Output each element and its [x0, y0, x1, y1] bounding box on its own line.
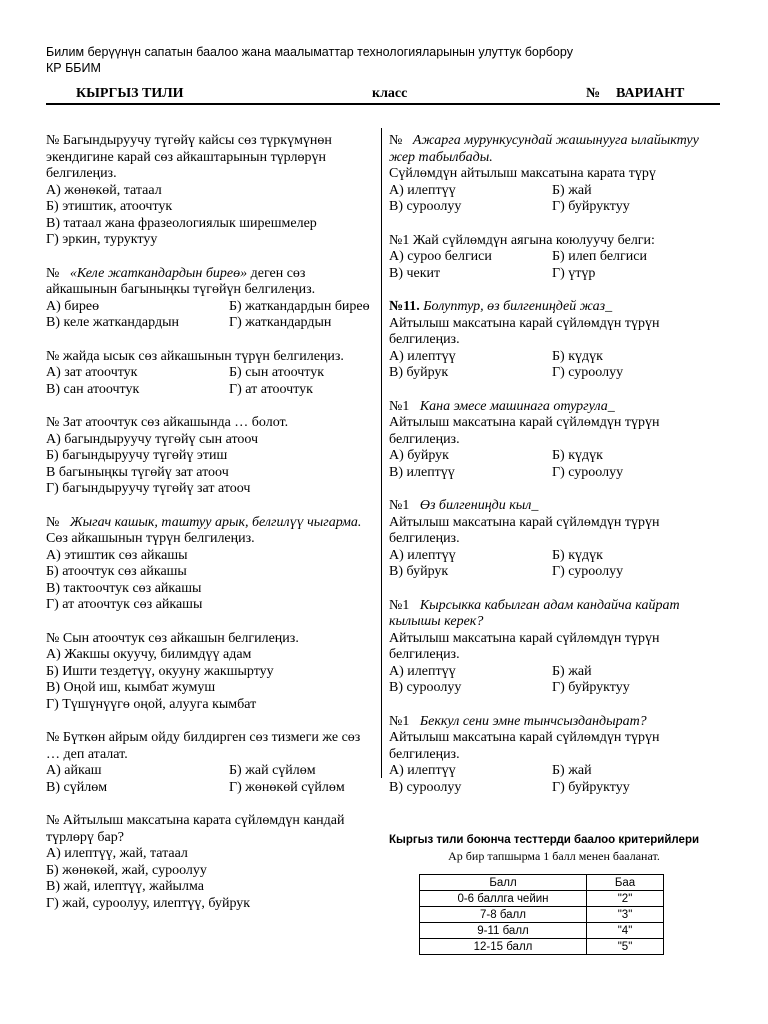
answer-option: В) буйрук: [389, 365, 449, 380]
answer-option: В) суроолуу: [389, 779, 462, 795]
score-range-cell: 0-6 баллга чейин: [420, 891, 587, 907]
question-number: №1: [389, 498, 420, 513]
answer-option: Б) этиштик, атоочтук: [46, 199, 173, 214]
answer-option: А) илептүү: [389, 547, 456, 563]
question-stem: [389, 399, 719, 416]
table-row: [420, 939, 664, 955]
answer-option: В) Оңой иш, кымбат жумуш: [46, 680, 216, 695]
question-stem: [389, 133, 719, 166]
answer-option: А) илептүү: [389, 348, 456, 364]
answer-option: Г) суроолуу: [552, 365, 624, 380]
question-stem: №1 Жай сүйлөмдүн аягына коюлуучу белги:: [389, 232, 655, 248]
question-number: №1: [389, 713, 420, 729]
table-header-row: [420, 875, 664, 891]
answer-option: В) тактоочтук сөз айкашы: [46, 580, 202, 596]
question-stem: [389, 714, 719, 731]
answer-option: Б) илеп белгиси: [552, 249, 647, 264]
question-prompt: Айтылыш максатына карай сүйлөмдүн түрүн белгилеңиз.: [389, 514, 660, 546]
answer-options: [46, 183, 364, 249]
question-number: №1: [389, 597, 420, 613]
question-number: №1: [389, 398, 420, 414]
answer-option: Г) ат атоочтук сөз айкашы: [46, 597, 203, 612]
answer-option: В) жай, илептүү, жайылма: [46, 879, 204, 894]
question-number: №: [46, 514, 70, 530]
answer-options: [46, 298, 370, 332]
question-text: Сөз айкашынын түрүн белгилеңиз.: [46, 531, 255, 546]
question-sentence: Кырсыкка кабылган адам кандайча кайрат кылышы керек?: [389, 597, 680, 629]
answer-options: [46, 548, 364, 614]
answer-option: Г) Түшүнүүгө оңой, алууга кымбат: [46, 696, 257, 712]
question-stem: [389, 598, 719, 631]
answer-option: В) татаал жана фразеологиялык ширешмелер: [46, 215, 317, 231]
column-divider: [381, 128, 382, 778]
question-prompt: Айтылыш максатына карай сүйлөмдүн түрүн белгилеңиз.: [389, 415, 660, 447]
answer-option: А) этиштик сөз айкашы: [46, 547, 188, 563]
answer-option: Б) күдүк: [552, 547, 603, 563]
score-range-cell: 12-15 балл: [420, 939, 587, 955]
answer-option: В) сан атоочтук: [46, 381, 140, 397]
answer-option: В) чекит: [389, 265, 441, 281]
answer-options: [389, 763, 719, 796]
answer-option: В) суроолуу: [389, 680, 462, 695]
score-range-cell: 9-11 балл: [420, 923, 587, 939]
answer-options: [46, 763, 364, 796]
answer-option: Б) Ишти тездетүү, окууну жакшыртуу: [46, 663, 274, 679]
question-stem: [389, 299, 719, 316]
answer-option: Б) жай: [552, 182, 592, 198]
question-sentence: Ажарга мурункусундай жашынууга ылайыктуу жер табылбады.: [389, 133, 699, 165]
left-question-column: [46, 133, 370, 912]
question-block: [46, 730, 364, 796]
column-header-score: Балл: [420, 875, 587, 891]
question-prompt: Айтылыш максатына карай сүйлөмдүн түрүн белгилеңиз.: [389, 630, 660, 662]
answer-options: [46, 365, 364, 398]
answer-option: Б) жай сүйлөм: [229, 763, 316, 778]
answer-option: Б) жай: [552, 763, 592, 778]
answer-option: Г) багындыруучу түгөйү зат атооч: [46, 481, 251, 496]
answer-option: А) илептүү: [389, 663, 456, 679]
question-prompt: Сүйлөмдүн айтылыш максатына карата түрү: [389, 166, 656, 181]
answer-option: В) суроолуу: [389, 199, 462, 214]
answer-option: А) суроо белгиси: [389, 249, 492, 264]
score-range-cell: 7-8 балл: [420, 907, 587, 923]
question-stem: [46, 515, 364, 548]
question-block: [389, 233, 719, 283]
table-row: [420, 923, 664, 939]
answer-option: В) келе жаткандардын: [46, 315, 179, 330]
question-block: [46, 813, 364, 912]
question-block: [389, 498, 719, 581]
answer-option: В) буйрук: [389, 564, 449, 579]
answer-option: Г) жаткандардын: [229, 315, 332, 330]
question-block: [46, 265, 370, 332]
question-block: [46, 631, 364, 714]
answer-option: Г) эркин, туруктуу: [46, 232, 158, 247]
class-label: класс: [372, 86, 408, 101]
organization-abbr: КР ББИМ: [46, 61, 101, 75]
question-sentence: Болуптур, өз билгениңдей жаз_: [419, 299, 613, 314]
answer-option: Б) жаткандардын биреө: [229, 298, 370, 314]
grade-cell: "2": [587, 891, 664, 907]
question-stem: № жайда ысык сөз айкашынын түрүн белгилеңиз.: [46, 348, 344, 364]
grade-cell: "3": [587, 907, 664, 923]
answer-option: Г) жөнөкөй сүйлөм: [229, 779, 345, 795]
answer-option: Б) күдүк: [552, 348, 603, 364]
answer-option: А) жөнөкөй, татаал: [46, 182, 162, 198]
question-stem: № Багындыруучу түгөйү кайсы сөз түркүмүнөн экендигине карай сөз айкаштарынын түрлөрүн белгилеңиз.: [46, 133, 332, 181]
answer-option: Г) үтүр: [552, 265, 596, 281]
grade-cell: "4": [587, 923, 664, 939]
answer-option: Б) багындыруучу түгөйү этиш: [46, 448, 228, 463]
question-sentence: Кана эмесе машинага отургула_: [419, 398, 615, 414]
answer-option: А) илептүү: [389, 182, 456, 198]
grade-cell: "5": [587, 939, 664, 955]
answer-option: А) илептүү: [389, 763, 456, 778]
answer-option: Г) буйруктуу: [552, 199, 630, 214]
question-number: №: [46, 265, 70, 281]
question-block: [389, 714, 719, 797]
question-stem: № Айтылыш максатына карата сүйлөмдүн кандай түрлөрү бар?: [46, 813, 345, 845]
table-row: [420, 907, 664, 923]
question-number: №: [389, 133, 413, 148]
answer-option: Г) ат атоочтук: [229, 381, 313, 397]
criteria-title: Кыргыз тили боюнча тесттерди баалоо критерийлери: [389, 834, 700, 846]
question-stem: [46, 266, 364, 299]
answer-option: Г) суроолуу: [552, 464, 624, 480]
table-row: [420, 891, 664, 907]
answer-options: [46, 432, 364, 498]
answer-option: А) илептүү, жай, татаал: [46, 846, 188, 861]
question-sentence: Беккул сени эмне тынчсыздандырат?: [419, 713, 647, 729]
question-block: [46, 133, 364, 249]
organization-header: [46, 44, 736, 76]
question-prompt: Айтылыш максатына карай сүйлөмдүн түрүн белгилеңиз.: [389, 730, 660, 762]
answer-option: А) зат атоочтук: [46, 365, 138, 380]
answer-options: [389, 349, 719, 382]
answer-option: Б) жөнөкөй, жай, суроолуу: [46, 862, 207, 878]
question-stem: [389, 498, 719, 515]
answer-options: [46, 647, 364, 713]
question-sentence: «Келе жаткандардын биреө»: [69, 265, 248, 281]
answer-option: А) Жакшы окуучу, билимдүү адам: [46, 647, 252, 662]
answer-option: Б) жай: [552, 663, 592, 679]
variant-label: ВАРИАНТ: [616, 86, 685, 101]
answer-option: В) сүйлөм: [46, 779, 108, 795]
question-stem: № Зат атоочтук сөз айкашында … болот.: [46, 415, 289, 430]
answer-option: Г) буйруктуу: [552, 680, 630, 695]
question-sentence: Жыгач кашык, таштуу арык, белгилүү чыгарма.: [69, 514, 362, 530]
question-number: №11.: [389, 299, 420, 314]
answer-option: Г) суроолуу: [552, 564, 624, 579]
answer-option: Г) буйруктуу: [552, 779, 630, 795]
test-header-bar: [46, 86, 720, 105]
question-block: [389, 399, 719, 482]
answer-option: В багыныңкы түгөйү зат атооч: [46, 464, 229, 480]
answer-option: А) багындыруучу түгөйү сын атооч: [46, 431, 259, 447]
answer-option: Б) сын атоочтук: [229, 365, 325, 380]
subject-title: КЫРГЫЗ ТИЛИ: [76, 86, 184, 101]
question-prompt: Айтылыш максатына карай сүйлөмдүн түрүн белгилеңиз.: [389, 315, 660, 347]
answer-option: А) биреө: [46, 298, 100, 314]
answer-options: [389, 664, 719, 697]
answer-option: Б) күдүк: [552, 448, 603, 463]
question-sentence: Өз билгениңди кыл_: [419, 498, 539, 513]
answer-options: [46, 846, 364, 912]
column-header-grade: Баа: [587, 875, 664, 891]
question-text: деген сөз айкашынын багыныңкы түгөйүн белгилеңиз.: [46, 265, 316, 297]
answer-option: В) илептүү: [389, 464, 455, 480]
grading-criteria-table: [419, 874, 664, 955]
question-block: [389, 299, 719, 382]
question-block: [389, 598, 719, 697]
answer-option: А) айкаш: [46, 763, 102, 778]
answer-options: [389, 183, 719, 216]
variant-number-sign: №: [586, 86, 601, 101]
answer-option: А) буйрук: [389, 448, 449, 463]
question-block: [46, 415, 364, 498]
question-block: [46, 349, 364, 399]
question-block: [389, 133, 719, 216]
right-question-column: [389, 133, 719, 796]
organization-name: Билим берүүнүн сапатын баалоо жана маалыматтар технологияларынын улуттук борбору: [46, 45, 573, 59]
criteria-subtitle: Ар бир тапшырма 1 балл менен бааланат.: [448, 849, 660, 863]
answer-option: Б) атоочтук сөз айкашы: [46, 564, 187, 579]
question-block: [46, 515, 364, 614]
question-stem: № Бүткөн айрым ойду билдирген сөз тизмеги же сөз … деп аталат.: [46, 730, 361, 762]
question-stem: № Сын атоочтук сөз айкашын белгилеңиз.: [46, 630, 299, 646]
answer-options: [389, 249, 719, 282]
answer-option: Г) жай, суроолуу, илептүү, буйрук: [46, 895, 251, 911]
answer-options: [389, 548, 719, 581]
answer-options: [389, 448, 719, 481]
